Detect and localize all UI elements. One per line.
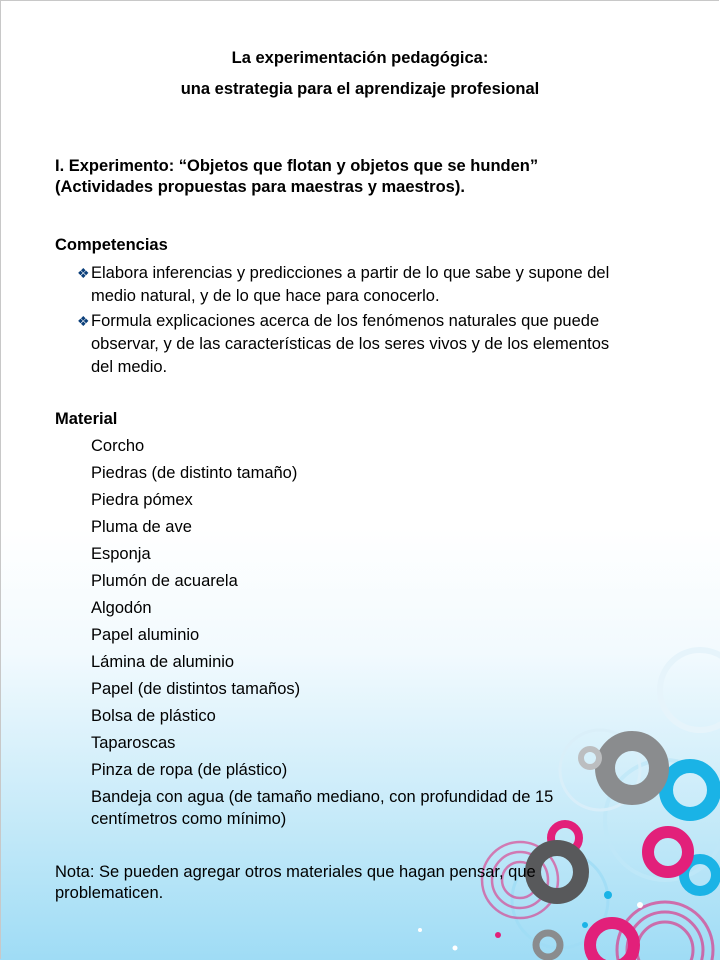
material-item: Bolsa de plástico bbox=[91, 707, 216, 725]
competencias-heading: Competencias bbox=[55, 236, 168, 254]
material-item: Piedras (de distinto tamaño) bbox=[91, 464, 298, 482]
document-title-line2: una estrategia para el aprendizaje profesional bbox=[180, 80, 540, 98]
competencia-text-line1: Formula explicaciones acerca de los fenómenos naturales que puede bbox=[91, 312, 600, 330]
material-item: Corcho bbox=[91, 437, 145, 455]
material-item: Plumón de acuarela bbox=[91, 572, 238, 590]
document-title-line1: La experimentación pedagógica: bbox=[231, 49, 489, 67]
material-item-line1: Bandeja con agua (de tamaño mediano, con profundidad de 15 bbox=[91, 788, 554, 806]
material-item: Pluma de ave bbox=[91, 518, 192, 536]
experiment-heading bbox=[55, 156, 538, 198]
material-item: Taparoscas bbox=[91, 734, 176, 752]
material-item: Piedra pómex bbox=[91, 491, 193, 509]
material-item: Papel (de distintos tamaños) bbox=[91, 680, 301, 698]
competencia-text-line3: del medio. bbox=[91, 358, 168, 376]
material-heading: Material bbox=[55, 410, 118, 428]
competencia-item bbox=[77, 310, 687, 379]
competencia-text-line1: Elabora inferencias y predicciones a partir de lo que sabe y supone del bbox=[91, 264, 610, 282]
material-item: Algodón bbox=[91, 599, 152, 617]
diamond-bullet-icon: ❖ bbox=[77, 265, 90, 281]
material-item-line2: centímetros como mínimo) bbox=[91, 810, 287, 828]
competencia-text-line2: observar, y de las características de los seres vivos y de los elementos bbox=[91, 335, 610, 353]
competencia-item bbox=[77, 262, 687, 308]
experiment-heading-line1: I. Experimento: “Objetos que flotan y objetos que se hunden” bbox=[55, 157, 539, 175]
note-paragraph bbox=[55, 862, 536, 904]
material-item: Papel aluminio bbox=[91, 626, 200, 644]
note-line1: Nota: Se pueden agregar otros materiales que hagan pensar, que bbox=[55, 863, 536, 881]
competencia-text-line2: medio natural, y de lo que hace para conocerlo. bbox=[91, 287, 440, 305]
diamond-bullet-icon: ❖ bbox=[77, 313, 90, 329]
material-item: Lámina de aluminio bbox=[91, 653, 235, 671]
material-item-last bbox=[91, 786, 553, 830]
note-line2: problematicen. bbox=[55, 884, 164, 902]
material-item: Esponja bbox=[91, 545, 151, 563]
experiment-heading-line2: (Actividades propuestas para maestras y maestros). bbox=[55, 178, 465, 196]
material-item: Pinza de ropa (de plástico) bbox=[91, 761, 288, 779]
